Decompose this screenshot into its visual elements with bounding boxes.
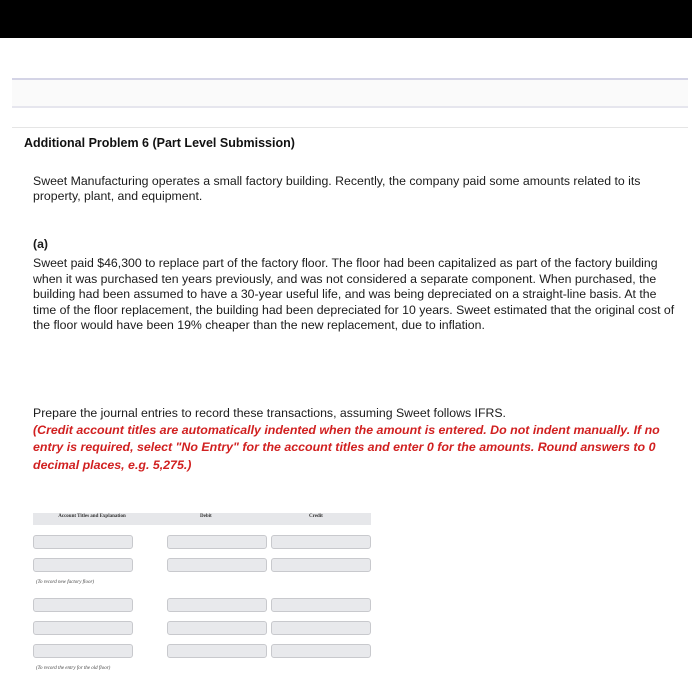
journal-table-header	[33, 513, 371, 525]
entry1-debit-1[interactable]	[167, 535, 267, 549]
header-debit: Debit	[200, 514, 212, 519]
problem-intro: Sweet Manufacturing operates a small factory building. Recently, the company paid some amounts related to its property, plant, and equipment.	[33, 174, 641, 203]
entry1-credit-1[interactable]	[271, 535, 371, 549]
prepare-text: Prepare the journal entries to record these transactions, assuming Sweet follows IFRS.	[33, 406, 506, 420]
entry1-caption: (To record new factory floor)	[36, 580, 95, 585]
problem-paragraph: Sweet paid $46,300 to replace part of the factory floor. The floor had been capitalized as part of the factory building when it was purchased ten years previously, and was not considered a separate component. When purchased, the building had been assumed to have a 30-year useful life, and was being depreciated on a straight-line basis. At the time of the floor replacement, the building had been depreciated for 10 years. Sweet estimated that the original cost of the floor would have been 19% cheaper than the new replacement, due to inflation.	[33, 256, 675, 333]
instructions-block	[33, 406, 681, 474]
entry2-credit-3[interactable]	[271, 644, 371, 658]
top-black-bar	[0, 0, 692, 38]
navigation-band	[12, 78, 688, 108]
entry2-account-1[interactable]	[33, 598, 133, 612]
entry1-credit-2[interactable]	[271, 558, 371, 572]
entry2-debit-2[interactable]	[167, 621, 267, 635]
problem-title: Additional Problem 6 (Part Level Submission)	[24, 136, 295, 150]
header-account: Account Titles and Explanation	[58, 514, 126, 519]
entry2-credit-1[interactable]	[271, 598, 371, 612]
divider	[12, 127, 688, 128]
entry2-account-2[interactable]	[33, 621, 133, 635]
entry1-account-2[interactable]	[33, 558, 133, 572]
entry1-account-1[interactable]	[33, 535, 133, 549]
entry2-debit-1[interactable]	[167, 598, 267, 612]
entry2-caption: (To record the entry for the old floor)	[36, 666, 111, 671]
red-instructions: (Credit account titles are automatically indented when the amount is entered. Do not indent manually. If no entry is required, select "No Entry" for the account titles and enter 0 for the amounts. Round answers to 0 decimal places, e.g. 5,275.)	[33, 422, 660, 472]
entry1-debit-2[interactable]	[167, 558, 267, 572]
entry2-credit-2[interactable]	[271, 621, 371, 635]
part-label: (a)	[33, 237, 49, 251]
header-credit: Credit	[309, 514, 323, 519]
entry2-debit-3[interactable]	[167, 644, 267, 658]
entry2-account-3[interactable]	[33, 644, 133, 658]
